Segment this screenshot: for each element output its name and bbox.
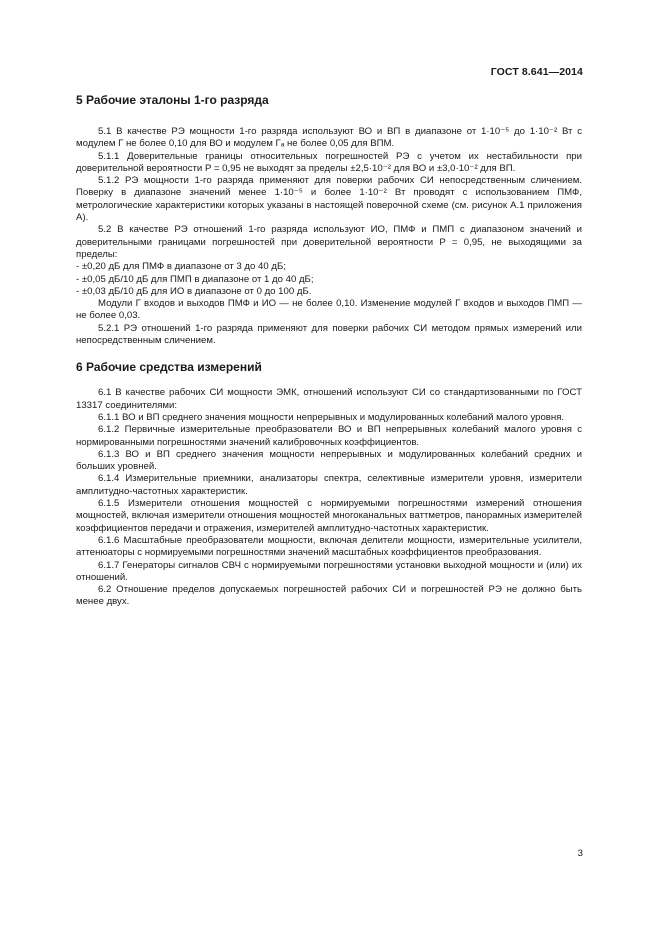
section-5-title: 5 Рабочие эталоны 1-го разряда [76, 93, 269, 107]
paragraph-6-1: 6.1 В качестве рабочих СИ мощности ЭМК, отношений используют СИ со стандартизованными по ГОСТ 13317 соединителями: [76, 387, 582, 411]
paragraph-5-1-2: 5.1.2 РЭ мощности 1-го разряда применяют для поверки рабочих СИ непосредственным сличением. Поверку в диапазоне значений менее 1·10⁻⁵ и более 1·10⁻² Вт проводят с использованием ПМФ, метрологические характеристики которых указаны в настоящей поверочной схеме (см. рисунок А.1 приложения А). [76, 175, 582, 224]
list-item-io: - ±0,03 дБ/10 дБ для ИО в диапазоне от 0 до 100 дБ. [76, 285, 312, 297]
paragraph-5-1-1: 5.1.1 Доверительные границы относительных погрешностей РЭ с учетом их нестабильности при доверительной вероятности P = 0,95 не выходят за пределы ±2,5·10⁻² для ВО и ±3,0·10⁻² для ВП. [76, 150, 582, 174]
paragraph-5-2: 5.2 В качестве РЭ отношений 1-го разряда используют ИО, ПМФ и ПМП с диапазоном значений и доверительными границами погрешностей при доверительной вероятности P = 0,95, не выходящими за пределы: [76, 224, 582, 260]
list-item-pmp: - ±0,05 дБ/10 дБ для ПМП в диапазоне от 1 до 40 дБ; [76, 273, 314, 285]
paragraph-6-1-3: 6.1.3 ВО и ВП среднего значения мощности непрерывных и модулированных колебаний средних и больших уровней. [76, 448, 582, 473]
list-item-pmf: - ±0,20 дБ для ПМФ в диапазоне от 3 до 40 дБ; [76, 261, 286, 273]
paragraph-6-1-4: 6.1.4 Измерительные приемники, анализаторы спектра, селективные измерители уровня, измерители амплитудно-частотных характеристик. [76, 473, 582, 497]
section-6-title: 6 Рабочие средства измерений [76, 360, 262, 375]
paragraph-5-2-modules: Модули Г входов и выходов ПМФ и ИО — не более 0,10. Изменение модулей Г входов и выходов ПМП — не более 0,03. [76, 298, 582, 322]
paragraph-6-1-7: 6.1.7 Генераторы сигналов СВЧ с нормируемыми погрешностями установки выходной мощности и (или) их отношений. [76, 559, 582, 583]
page-number: 3 [577, 848, 583, 859]
paragraph-5-2-1: 5.2.1 РЭ отношений 1-го разряда применяют для поверки рабочих СИ методом прямых измерений или непосредственным сличением. [76, 322, 582, 347]
document-code-header: ГОСТ 8.641—2014 [490, 66, 583, 78]
paragraph-6-1-6: 6.1.6 Масштабные преобразователи мощности, включая делители мощности, измерительные усилители, аттенюаторы с нормируемыми погрешностями значений масштабных коэффициентов преобразования. [76, 534, 582, 559]
paragraph-6-2: 6.2 Отношение пределов допускаемых погрешностей рабочих СИ и погрешностей РЭ не должно быть менее двух. [76, 584, 582, 608]
paragraph-6-1-1: 6.1.1 ВО и ВП среднего значения мощности непрерывных и модулированных колебаний малого уровня. [98, 411, 565, 423]
paragraph-6-1-2: 6.1.2 Первичные измерительные преобразователи ВО и ВП непрерывных колебаний малого уровня с нормированными погрешностями значений калибровочных коэффициентов. [76, 424, 582, 448]
paragraph-6-1-5: 6.1.5 Измерители отношения мощностей с нормируемыми погрешностями измерений отношения мощностей, включая измерители отношения мощностей многоканальных ваттметров, панорамных измерителей коэффициентов передачи и отражения, измерителей амплитудно-частотных характеристик. [76, 498, 582, 534]
page-body [76, 93, 582, 609]
paragraph-5-1: 5.1 В качестве РЭ мощности 1-го разряда используют ВО и ВП в диапазоне от 1·10⁻⁵ до 1·10⁻² Вт с модулем Г не более 0,10 для ВО и модулем Гₐ не более 0,05 для ВПМ. [76, 126, 582, 150]
